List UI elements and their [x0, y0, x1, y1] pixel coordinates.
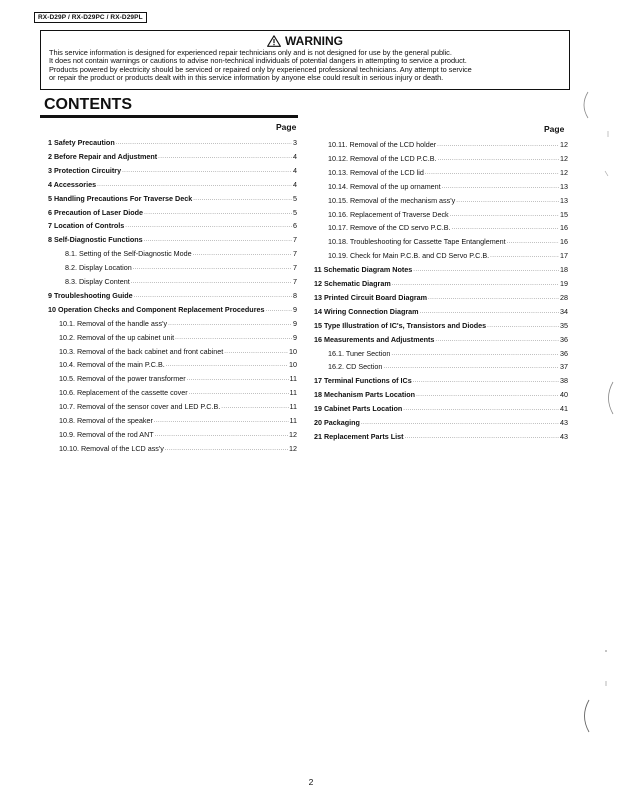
toc-entry: [65, 249, 297, 260]
toc-leader-dots: [404, 434, 559, 443]
toc-entry-page: 10: [289, 346, 297, 356]
toc-entry-page: 16: [560, 223, 568, 233]
warning-box: [40, 30, 570, 90]
toc-leader-dots: [403, 406, 559, 415]
toc-leader-dots: [224, 349, 288, 358]
toc-entry-page: 3: [293, 138, 297, 147]
page-column-header-right: Page: [544, 124, 565, 134]
toc-entry-page: 9: [293, 304, 297, 314]
toc-entry-page: 9: [293, 318, 297, 328]
toc-leader-dots: [193, 196, 292, 205]
toc-entry-title: 10.17. Remove of the CD servo P.C.B.: [328, 223, 451, 233]
toc-leader-dots: [175, 335, 292, 344]
toc-entry-title: 19 Cabinet Parts Location: [314, 404, 403, 414]
toc-entry-title: 10.13. Removal of the LCD lid: [328, 167, 424, 177]
toc-leader-dots: [265, 307, 292, 316]
toc-leader-dots: [144, 237, 292, 246]
toc-entry-title: 10.10. Removal of the LCD ass'y: [59, 443, 164, 453]
toc-entry-page: 12: [560, 140, 568, 149]
toc-entry: [59, 430, 297, 441]
toc-entry-title: 4 Accessories: [48, 179, 97, 189]
toc-leader-dots: [437, 142, 559, 151]
toc-leader-dots: [413, 267, 559, 276]
toc-entry-title: 14 Wiring Connection Diagram: [314, 306, 419, 316]
toc-leader-dots: [125, 223, 292, 232]
toc-entry: [328, 223, 568, 234]
toc-entry: [314, 404, 568, 415]
toc-entry-title: 8 Self-Diagnostic Functions: [48, 235, 143, 245]
toc-entry-title: 6 Precaution of Laser Diode: [48, 207, 144, 217]
toc-entry: [314, 432, 568, 443]
warning-line: or repair the product or products dealt with in this service information by anyone else could result in serious injury or death.: [49, 73, 444, 83]
toc-entry-page: 8: [293, 290, 297, 300]
toc-entry: [328, 210, 568, 221]
toc-leader-dots: [221, 404, 288, 413]
binding-mark-icon: [602, 380, 618, 416]
toc-leader-dots: [133, 265, 292, 274]
toc-leader-dots: [383, 364, 559, 373]
toc-entry: [48, 291, 297, 302]
toc-entry-title: 8.1. Setting of the Self-Diagnostic Mode: [65, 249, 192, 259]
toc-entry-page: 4: [293, 165, 297, 175]
toc-leader-dots: [391, 351, 559, 360]
toc-entry: [328, 154, 568, 165]
toc-entry-title: 1 Safety Precaution: [48, 138, 115, 147]
toc-entry: [314, 335, 568, 346]
toc-leader-dots: [193, 251, 292, 260]
toc-leader-dots: [507, 239, 559, 248]
toc-leader-dots: [420, 309, 559, 318]
toc-entry-page: 12: [560, 167, 568, 177]
toc-entry-page: 41: [560, 404, 568, 414]
toc-leader-dots: [413, 378, 559, 387]
toc-entry-page: 13: [560, 181, 568, 191]
warning-triangle-icon: [267, 35, 281, 47]
toc-entry: [48, 221, 297, 232]
toc-entry-title: 10.16. Replacement of Traverse Deck: [328, 209, 449, 219]
toc-entry-page: 16: [560, 237, 568, 247]
toc-entry-page: 7: [293, 263, 297, 273]
toc-leader-dots: [435, 337, 559, 346]
toc-entry-title: 18 Mechanism Parts Location: [314, 390, 416, 400]
toc-entry: [314, 307, 568, 318]
toc-entry-page: 18: [560, 265, 568, 275]
toc-entry-page: 5: [293, 193, 297, 203]
toc-entry-title: 16 Measurements and Adjustments: [314, 334, 435, 344]
toc-entry-title: 10 Operation Checks and Component Replacement Procedures: [48, 304, 265, 314]
toc-leader-dots: [116, 140, 292, 149]
toc-entry: [314, 418, 568, 429]
toc-leader-dots: [97, 182, 292, 191]
warning-line: It does not contain warnings or cautions to advise non-technical individuals of potential dangers in attempting to service a product.: [49, 56, 467, 66]
binding-mark-icon: [578, 698, 594, 734]
toc-entry-title: 17 Terminal Functions of ICs: [314, 376, 412, 386]
toc-leader-dots: [456, 198, 559, 207]
page-number: 2: [308, 777, 314, 787]
toc-entry-page: 12: [560, 153, 568, 163]
toc-entry-title: 10.3. Removal of the back cabinet and front cabinet: [59, 346, 224, 356]
toc-entry: [314, 376, 568, 387]
scan-speck-icon: [604, 170, 610, 178]
toc-entry-title: 20 Packaging: [314, 418, 360, 427]
toc-leader-dots: [134, 293, 292, 302]
toc-entry-page: 11: [289, 374, 297, 384]
toc-entry-page: 4: [293, 151, 297, 161]
toc-entry-page: 11: [289, 416, 297, 425]
toc-entry-page: 11: [289, 402, 297, 412]
toc-entry: [48, 235, 297, 246]
toc-leader-dots: [189, 390, 289, 399]
contents-title: CONTENTS: [44, 96, 132, 113]
toc-entry: [59, 333, 297, 344]
toc-entry: [328, 237, 568, 248]
title-rule: [40, 115, 298, 118]
toc-entry-page: 11: [289, 388, 297, 398]
toc-entry-page: 10: [289, 360, 297, 370]
toc-entry-title: 12 Schematic Diagram: [314, 279, 391, 288]
toc-leader-dots: [154, 418, 289, 427]
toc-leader-dots: [392, 281, 559, 290]
toc-entry-page: 7: [293, 235, 297, 245]
toc-leader-dots: [361, 420, 559, 429]
toc-entry-title: 10.7. Removal of the sensor cover and LED P.C.B.: [59, 402, 221, 412]
toc-leader-dots: [168, 321, 292, 330]
toc-entry-title: 11 Schematic Diagram Notes: [314, 265, 413, 275]
toc-entry-title: 15 Type Illustration of IC's, Transistors and Diodes: [314, 320, 487, 330]
toc-leader-dots: [416, 392, 559, 401]
toc-leader-dots: [490, 253, 559, 262]
toc-entry: [314, 321, 568, 332]
toc-entry-title: 10.12. Removal of the LCD P.C.B.: [328, 153, 437, 163]
toc-entry: [48, 305, 297, 316]
toc-entry-title: 10.1. Removal of the handle ass'y: [59, 318, 168, 328]
toc-entry-page: 13: [560, 195, 568, 205]
toc-entry-page: 19: [560, 279, 568, 288]
warning-title-text: WARNING: [285, 34, 343, 48]
toc-entry: [48, 208, 297, 219]
toc-leader-dots: [165, 446, 288, 455]
toc-entry-page: 17: [560, 251, 568, 261]
toc-entry: [328, 168, 568, 179]
scan-speck-icon: [604, 648, 608, 654]
toc-entry-title: 16.1. Tuner Section: [328, 348, 391, 358]
toc-entry: [59, 374, 297, 385]
toc-entry-title: 10.14. Removal of the up ornament: [328, 181, 441, 191]
toc-entry-title: 10.6. Replacement of the cassette cover: [59, 388, 188, 398]
toc-entry: [65, 277, 297, 288]
toc-entry-title: 10.15. Removal of the mechanism ass'y: [328, 195, 456, 205]
toc-entry-title: 21 Replacement Parts List: [314, 431, 404, 441]
toc-entry-title: 13 Printed Circuit Board Diagram: [314, 292, 428, 302]
toc-entry-title: 10.4. Removal of the main P.C.B.: [59, 360, 165, 370]
toc-entry: [328, 251, 568, 262]
toc-entry-title: 3 Protection Circuitry: [48, 165, 122, 175]
toc-entry-title: 9 Troubleshooting Guide: [48, 290, 133, 300]
toc-entry-title: 8.2. Display Location: [65, 263, 132, 273]
toc-leader-dots: [158, 154, 292, 163]
toc-entry-page: 6: [293, 221, 297, 231]
toc-entry-page: 38: [560, 376, 568, 386]
toc-entry: [59, 388, 297, 399]
toc-leader-dots: [122, 168, 292, 177]
toc-leader-dots: [187, 376, 289, 385]
toc-entry-title: 10.9. Removal of the rod ANT: [59, 429, 154, 439]
toc-entry-title: 10.2. Removal of the up cabinet unit: [59, 332, 175, 342]
warning-text: [49, 49, 563, 83]
toc-entry-page: 5: [293, 207, 297, 217]
toc-entry-title: 8.3. Display Content: [65, 277, 130, 286]
toc-leader-dots: [450, 212, 559, 221]
toc-entry-title: 5 Handling Precautions For Traverse Deck: [48, 193, 193, 203]
toc-entry: [48, 138, 297, 149]
model-tag: RX-D29P / RX-D29PC / RX-D29PL: [34, 12, 147, 23]
warning-title: [41, 34, 569, 48]
toc-entry-title: 7 Location of Controls: [48, 221, 125, 231]
page-column-header-left: Page: [276, 122, 297, 132]
toc-entry: [314, 390, 568, 401]
toc-entry: [59, 319, 297, 330]
toc-entry-title: 2 Before Repair and Adjustment: [48, 151, 158, 161]
toc-entry: [328, 362, 568, 373]
toc-entry-page: 43: [560, 431, 568, 441]
toc-entry-page: 7: [293, 277, 297, 286]
toc-entry-title: 10.5. Removal of the power transformer: [59, 374, 186, 384]
toc-leader-dots: [425, 170, 559, 179]
toc-entry-page: 35: [560, 320, 568, 330]
toc-entry: [314, 265, 568, 276]
toc-entry: [59, 444, 297, 455]
toc-entry-title: 10.8. Removal of the speaker: [59, 416, 153, 425]
toc-entry: [59, 360, 297, 371]
toc-entry-page: 36: [560, 334, 568, 344]
toc-entry: [48, 194, 297, 205]
toc-entry-title: 16.2. CD Section: [328, 362, 383, 372]
toc-entry-title: 10.19. Check for Main P.C.B. and CD Servo P.C.B.: [328, 251, 490, 261]
toc-entry: [328, 196, 568, 207]
toc-entry: [328, 349, 568, 360]
warning-line: This service information is designed for experienced repair technicians only and is not designed for use by the general public.: [49, 48, 452, 57]
toc-leader-dots: [487, 323, 559, 332]
toc-entry-page: 36: [560, 348, 568, 358]
toc-entry-page: 43: [560, 418, 568, 427]
toc-entry-page: 12: [289, 443, 297, 453]
toc-leader-dots: [438, 156, 559, 165]
toc-entry-page: 9: [293, 332, 297, 342]
toc-leader-dots: [131, 279, 292, 288]
toc-entry: [314, 279, 568, 290]
toc-entry: [328, 140, 568, 151]
warning-line: Products powered by electricity should be serviced or repaired only by experienced professional technicians. Any attempt to service: [49, 64, 472, 74]
toc-entry-page: 40: [560, 390, 568, 400]
toc-entry-page: 37: [560, 362, 568, 372]
toc-entry-title: 10.18. Troubleshooting for Cassette Tape Entanglement: [328, 237, 506, 247]
toc-entry: [59, 402, 297, 413]
toc-entry: [328, 182, 568, 193]
scan-speck-icon: [606, 130, 610, 138]
toc-leader-dots: [428, 295, 559, 304]
toc-leader-dots: [452, 225, 559, 234]
binding-mark-icon: [578, 90, 594, 120]
toc-entry: [48, 152, 297, 163]
toc-leader-dots: [144, 210, 292, 219]
toc-entry-page: 4: [293, 179, 297, 189]
toc-entry-title: 10.11. Removal of the LCD holder: [328, 140, 437, 149]
toc-entry: [65, 263, 297, 274]
toc-leader-dots: [155, 432, 288, 441]
toc-entry: [59, 347, 297, 358]
scan-speck-icon: [604, 680, 608, 688]
toc-leader-dots: [442, 184, 559, 193]
toc-entry-page: 28: [560, 292, 568, 302]
toc-leader-dots: [166, 362, 288, 371]
toc-entry: [48, 166, 297, 177]
toc-entry: [314, 293, 568, 304]
toc-entry-page: 7: [293, 249, 297, 259]
toc-entry: [48, 180, 297, 191]
toc-entry-page: 34: [560, 306, 568, 316]
toc-entry-page: 15: [560, 209, 568, 219]
toc-entry-page: 12: [289, 429, 297, 439]
toc-entry: [59, 416, 297, 427]
